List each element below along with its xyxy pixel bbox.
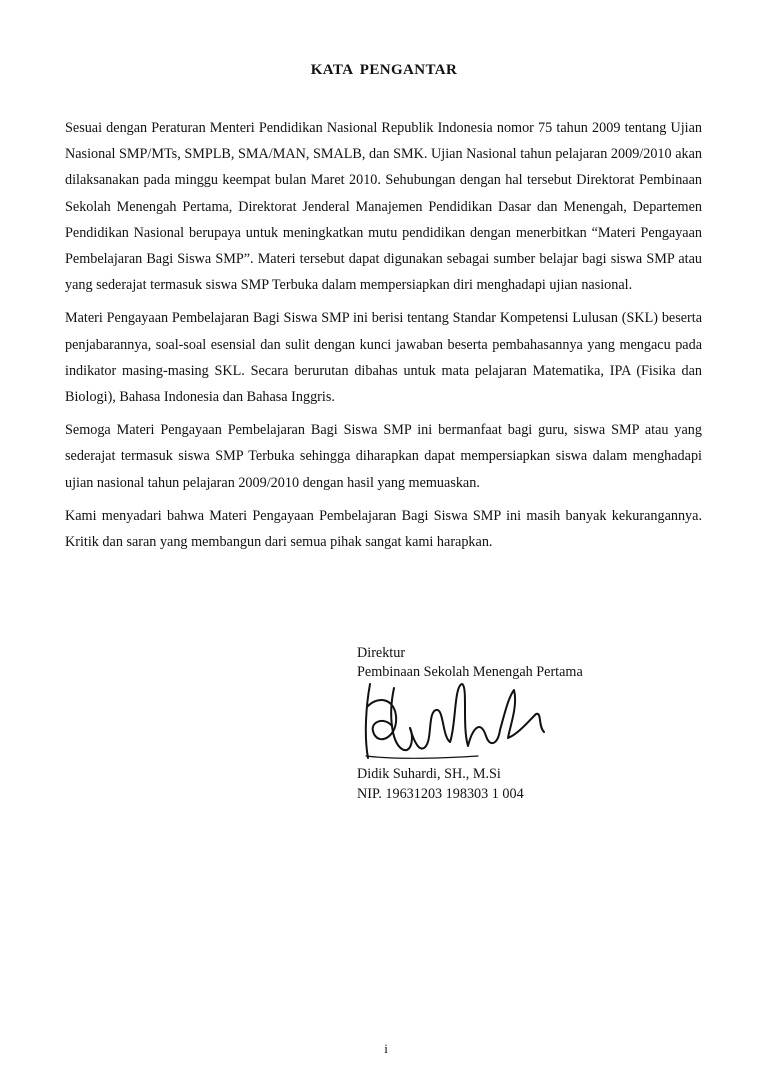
signatory-identity xyxy=(357,764,524,804)
signatory-name: Didik Suhardi, SH., M.Si xyxy=(357,766,501,782)
page-number: i xyxy=(384,1041,388,1056)
handwritten-signature xyxy=(358,676,558,766)
signatory-title: Direktur xyxy=(357,645,406,661)
paragraph-1: Sesuai dengan Peraturan Menteri Pendidikan Nasional Republik Indonesia nomor 75 tahun 2009 tentang Ujian Nasional SMP/MTs, SMPLB, SMA/MAN, SMALB, dan SMK. Ujian Nasional tahun pelajaran 2009/2010 akan dilaksanakan pada minggu keempat bulan Maret 2010. Sehubungan dengan hal tersebut Direktorat Pembinaan Sekolah Menengah Pertama, Direktorat Jenderal Manajemen Pendidikan Dasar dan Menengah, Departemen Pendidikan Nasional berupaya untuk meningkatkan mutu pendidikan dengan menerbitkan “Materi Pengayaan Pembelajaran Bagi Siswa SMP”. Materi tersebut dapat digunakan sebagai sumber belajar bagi siswa SMP atau yang sederajat termasuk siswa SMP Terbuka dalam mempersiapkan diri menghadapi ujian nasional. xyxy=(65,120,702,294)
body-text xyxy=(65,115,702,562)
paragraph-2: Materi Pengayaan Pembelajaran Bagi Siswa SMP ini berisi tentang Standar Kompetensi Lulusan (SKL) beserta penjabarannya, soal-soal esensial dan sulit dengan kunci jawaban beserta pembahasannya yang mengacu pada indikator masing-masing SKL. Secara berurutan dibahas untuk mata pelajaran Matematika, IPA (Fisika dan Biologi), Bahasa Indonesia dan Bahasa Inggris. xyxy=(65,310,702,406)
signatory-department: Pembinaan Sekolah Menengah Pertama xyxy=(357,664,583,680)
signatory-nip: NIP. 19631203 198303 1 004 xyxy=(357,786,524,802)
page-title: KATA PENGANTAR xyxy=(310,62,458,78)
paragraph-3: Semoga Materi Pengayaan Pembelajaran Bagi Siswa SMP ini bermanfaat bagi guru, siswa SMP atau yang sederajat termasuk siswa SMP Terbuka sehingga diharapkan dapat mempersiapkan siswa dalam menghadapi ujian nasional tahun pelajaran 2009/2010 dengan hasil yang memuaskan. xyxy=(65,422,702,491)
paragraph-4: Kami menyadari bahwa Materi Pengayaan Pembelajaran Bagi Siswa SMP ini masih banyak kekurangannya. Kritik dan saran yang membangun dari semua pihak sangat kami harapkan. xyxy=(65,507,702,551)
